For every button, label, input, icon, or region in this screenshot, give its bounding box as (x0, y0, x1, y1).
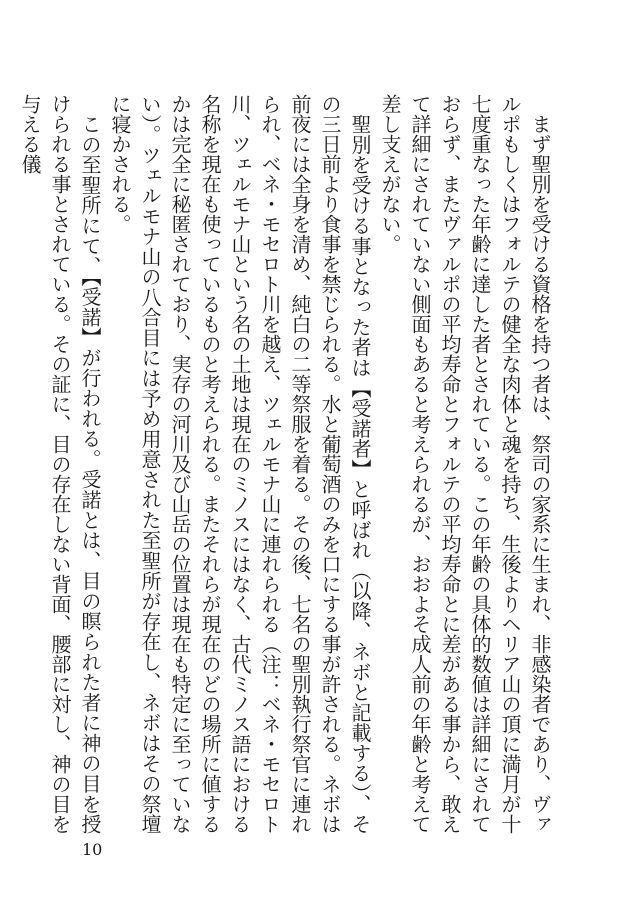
paragraph-3: この至聖所にて、【受諾】が行われる。受諾とは、目の瞑られた者に神の目を授けられる事とされている。その証に、目の存在しない背面、腰部に対し、神の目を与える儀 (18, 94, 102, 834)
vertical-body-text (18, 94, 555, 834)
paragraph-2: 聖別を受ける事となった者は【受諾者】と呼ばれ（以降、ネボと記載する）、その三日前より食事を禁じられる。水と葡萄酒のみを口にする事が許される。ネボは前夜には全身を清め、純白の二等祭服を着る。その後、七名の聖別執行祭官に連れられ、ベネ・モセロト川を越え、ツェルモナ山に連れられる（注：ベネ・モセロト川、ツェルモナ山という名の土地は現在のミノスにはなく、古代ミノス語における名称を現在も使っているものと考えられる。またそれらが現在のどの場所に値するかは完全に秘匿されており、実存の河川及び山岳の位置は現在も特定に至っていない）。ツェルモナ山の八合目には予め用意された至聖所が存在し、ネボはその祭壇に寝かされる。 (108, 94, 372, 834)
paragraph-1: まず聖別を受ける資格を持つ者は、祭司の家系に生まれ、非感染者であり、ヴァルポもしくはフォルテの健全な肉体と魂を持ち、生後よりヘリア山の頂に満月が十七度重なった年齢に達した者とされている。この年齢の具体的数値は詳細にされておらず、またヴァルポの平均寿命とフォルテの平均寿命とに差がある事から、敢えて詳細にされていない側面もあると考えられるが、おおよそ成人前の年齢と考えて差し支えがない。 (378, 94, 552, 834)
page-number: 10 (82, 840, 103, 859)
